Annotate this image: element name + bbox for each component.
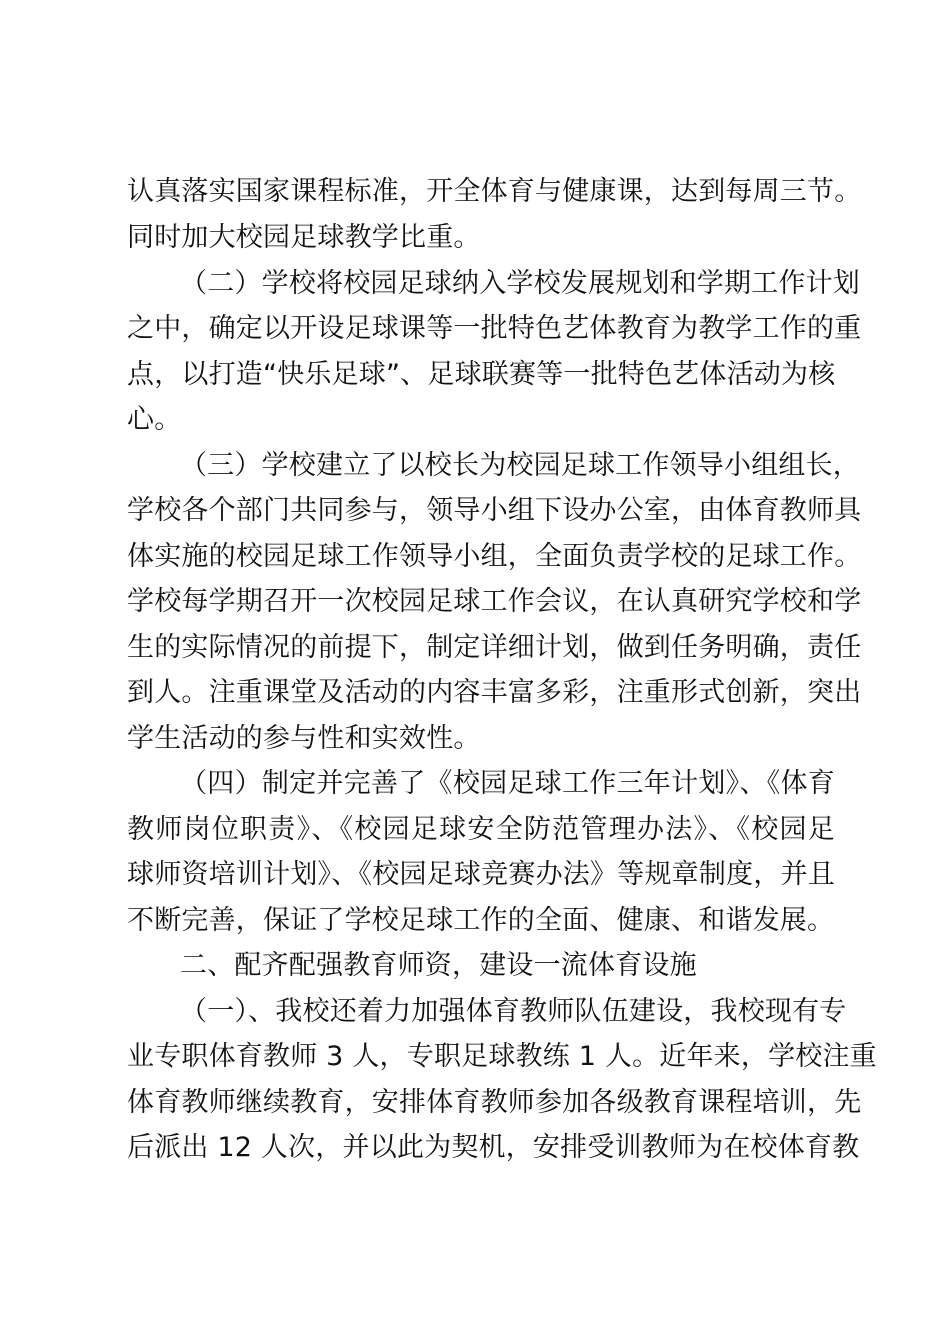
body-text-line: 学校各个部门共同参与，领导小组下设办公室，由体育教师具 [127,495,862,526]
section-heading: 二、配齐配强教育师资，建设一流体育设施 [180,950,697,981]
body-text-line: 体实施的校园足球工作领导小组，全面负责学校的足球工作。 [127,541,862,572]
body-text-line: 学校每学期召开一次校园足球工作会议，在认真研究学校和学 [127,586,862,617]
body-text-line: 体育教师继续教育，安排体育教师参加各级教育课程培训，先 [127,1087,862,1118]
body-text-line: 之中，确定以开设足球课等一批特色艺体教育为教学工作的重 [127,313,862,344]
body-text-line: 到人。注重课堂及活动的内容丰富多彩，注重形式创新，突出 [127,677,862,708]
body-text-line: 教师岗位职责》、《校园足球安全防范管理办法》、《校园足 [127,814,835,845]
body-text-line: 球师资培训计划》、《校园足球竞赛办法》等规章制度，并且 [127,859,835,890]
paragraph-first-line: （二）学校将校园足球纳入学校发展规划和学期工作计划 [180,268,860,299]
body-text-line: 不断完善，保证了学校足球工作的全面、健康、和谐发展。 [127,905,835,936]
body-text-line: 心。 [127,404,182,435]
body-text-line: 后派出 12 人次，并以此为契机，安排受训教师为在校体育教 [127,1132,860,1163]
paragraph-first-line: （四）制定并完善了《校园足球工作三年计划》、《体育 [180,768,835,799]
body-text-line: 认真落实国家课程标准，开全体育与健康课，达到每周三节。 [127,176,862,207]
body-text-line: 点，以打造“快乐足球”、足球联赛等一批特色艺体活动为核 [127,359,836,390]
body-text-line: 学生活动的参与性和实效性。 [127,723,481,754]
paragraph-first-line: （一）、我校还着力加强体育教师队伍建设，我校现有专 [180,996,847,1027]
paragraph-first-line: （三）学校建立了以校长为校园足球工作领导小组组长， [180,450,860,481]
body-text-line: 生的实际情况的前提下，制定详细计划，做到任务明确，责任 [127,632,862,663]
body-text-line: 业专职体育教师 3 人，专职足球教练 1 人。近年来，学校注重 [127,1041,877,1072]
body-text-line: 同时加大校园足球教学比重。 [127,222,481,253]
